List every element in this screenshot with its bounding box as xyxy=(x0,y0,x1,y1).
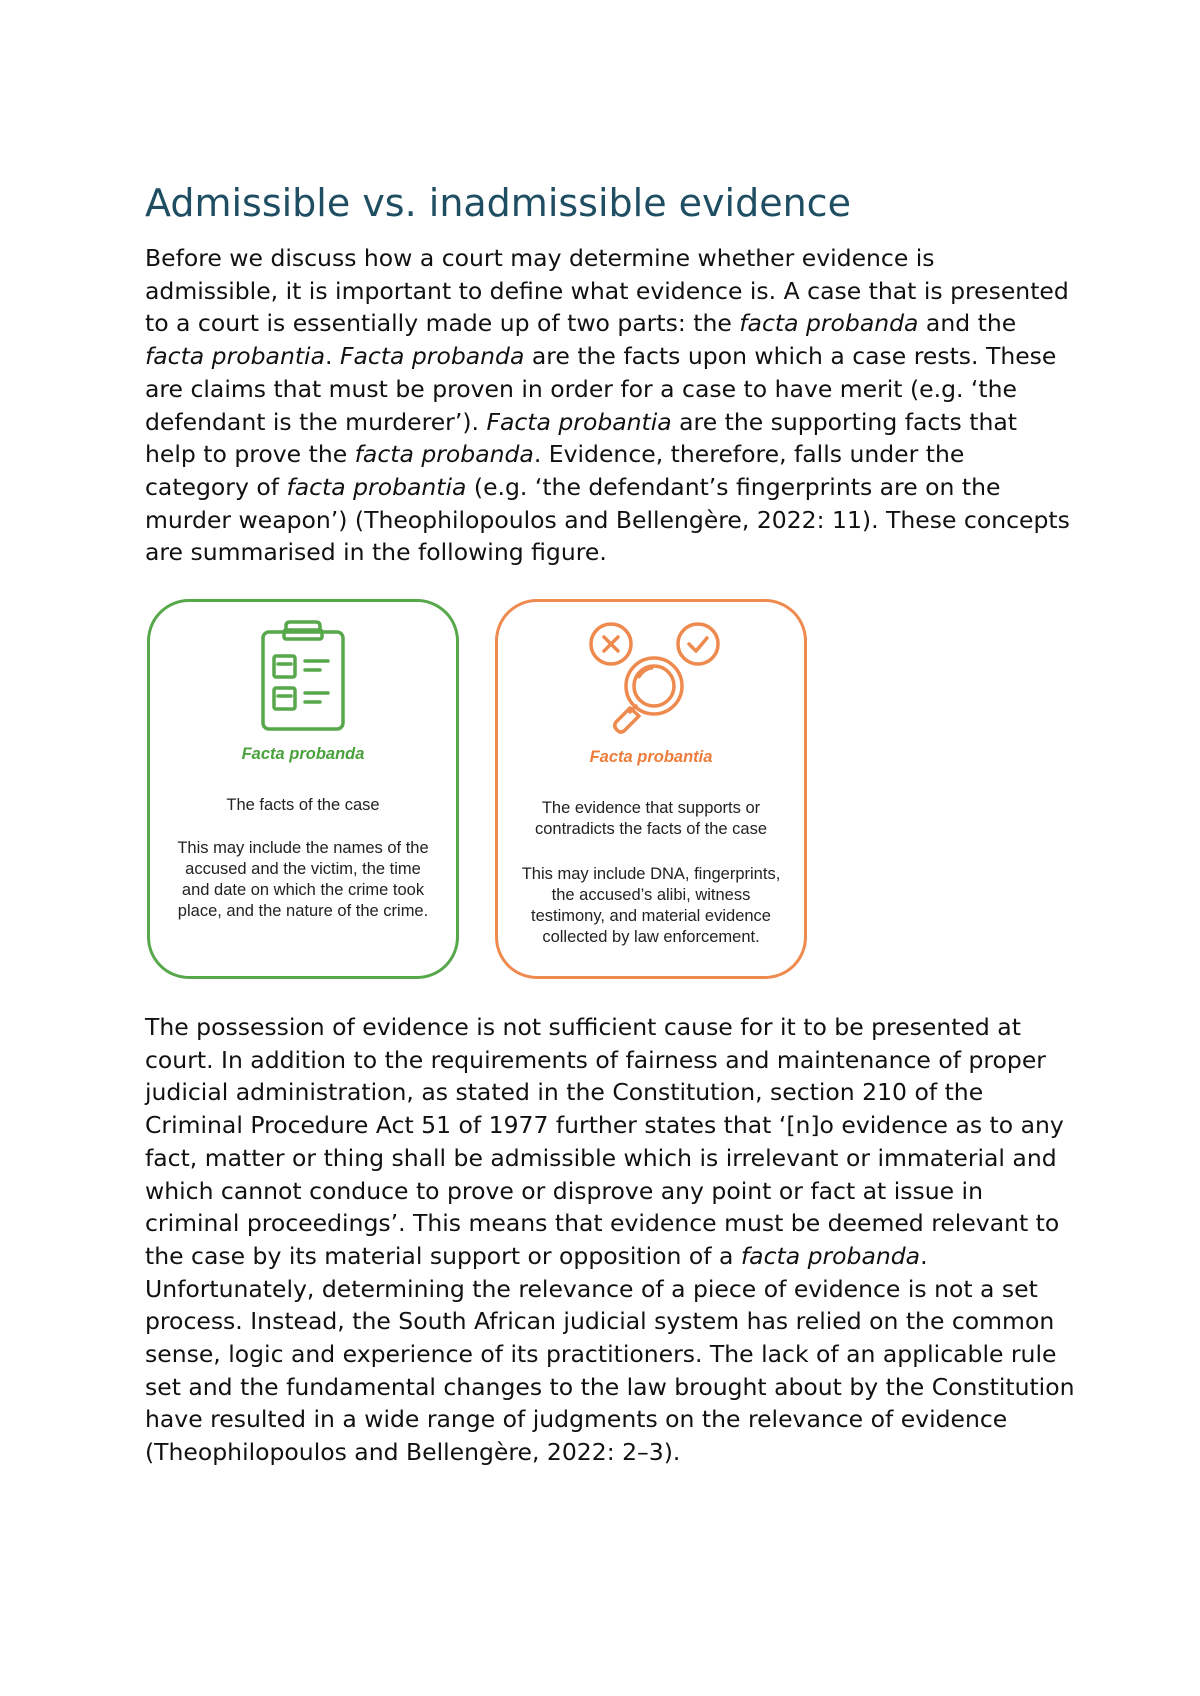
text-run: Before we discuss how a court may determine whether evidence is admissible, it is important to define what evidence is. A case that is presented to a court is essentially made up of two parts: the xyxy=(145,244,1069,338)
card-description: This may include DNA, fingerprints, the accused’s alibi, witness testimony, and material evidence collected by law enforcement. xyxy=(521,865,781,947)
relevance-paragraph xyxy=(145,1011,1075,1469)
check-circle-icon xyxy=(678,624,718,664)
italic-term: facta probanda xyxy=(739,309,919,338)
card-description: This may include the names of the accused and the victim, the time and date on which the crime took place, and the nature of the crime. xyxy=(177,839,429,921)
facta-probantia-card xyxy=(495,599,807,979)
text-run: . xyxy=(325,342,340,371)
italic-term: facta probantia xyxy=(145,342,325,371)
text-run: . Evidence, therefore, falls under the category of xyxy=(145,440,965,501)
text-run: . Unfortunately, determining the relevance of a piece of evidence is not a set process. Instead, the South African judicial system has relied on the common sense, logic and experience of its practitioners. The lack of an applicable rule set and the fundamental changes to the law brought about by the Constitution have resulted in a wide range of judgments on the relevance of evidence (Theophilopoulos and Bellengère, 2022: 2–3). xyxy=(145,1241,1075,1467)
card-title: Facta probanda xyxy=(241,745,365,764)
facta-probanda-card xyxy=(147,599,459,979)
document-page xyxy=(145,180,1075,1469)
text-run: and the xyxy=(918,309,1017,338)
text-run: are the supporting facts that help to prove the xyxy=(145,407,1017,469)
card-title: Facta probantia xyxy=(589,748,713,767)
text-run: The possession of evidence is not sufficient cause for it to be presented at court. In addition to the requirements of fairness and maintenance of proper judicial administration, as stated in the Constitution, section 210 of the Criminal Procedure Act 51 of 1977 further states that ‘[n]o evidence as to any fact, matter or thing shall be admissible which is irrelevant or immaterial and which cannot conduce to prove or disprove any point or fact at issue in criminal proceedings’. This means that evidence must be deemed relevant to the case by its material support or opposition of a xyxy=(145,1013,1064,1270)
card-subtitle: The facts of the case xyxy=(226,796,380,815)
page-title: Admissible vs. inadmissible evidence xyxy=(145,181,851,225)
card-subtitle: The evidence that supports or contradicts the facts of the case xyxy=(534,799,768,839)
italic-term: Facta probantia xyxy=(486,407,672,436)
intro-paragraph xyxy=(145,242,1075,569)
clipboard-checklist-icon xyxy=(260,620,346,732)
text-run: (e.g. ‘the defendant’s fingerprints are on the murder weapon’) (Theophilopoulos and Bellengère, 2022: 11). These concepts are summarised in the following figure. xyxy=(145,472,1070,567)
italic-term: Facta probanda xyxy=(339,342,525,371)
magnifying-glass-icon xyxy=(586,620,726,745)
italic-term: facta probanda xyxy=(354,440,534,469)
italic-term: facta probanda xyxy=(740,1241,921,1270)
text-run: are the facts upon which a case rests. These are claims that must be proven in order for a case to have merit (e.g. ‘the defendant is the murderer’). xyxy=(145,342,1057,436)
facta-figure xyxy=(145,599,825,989)
italic-term: facta probantia xyxy=(286,472,467,501)
